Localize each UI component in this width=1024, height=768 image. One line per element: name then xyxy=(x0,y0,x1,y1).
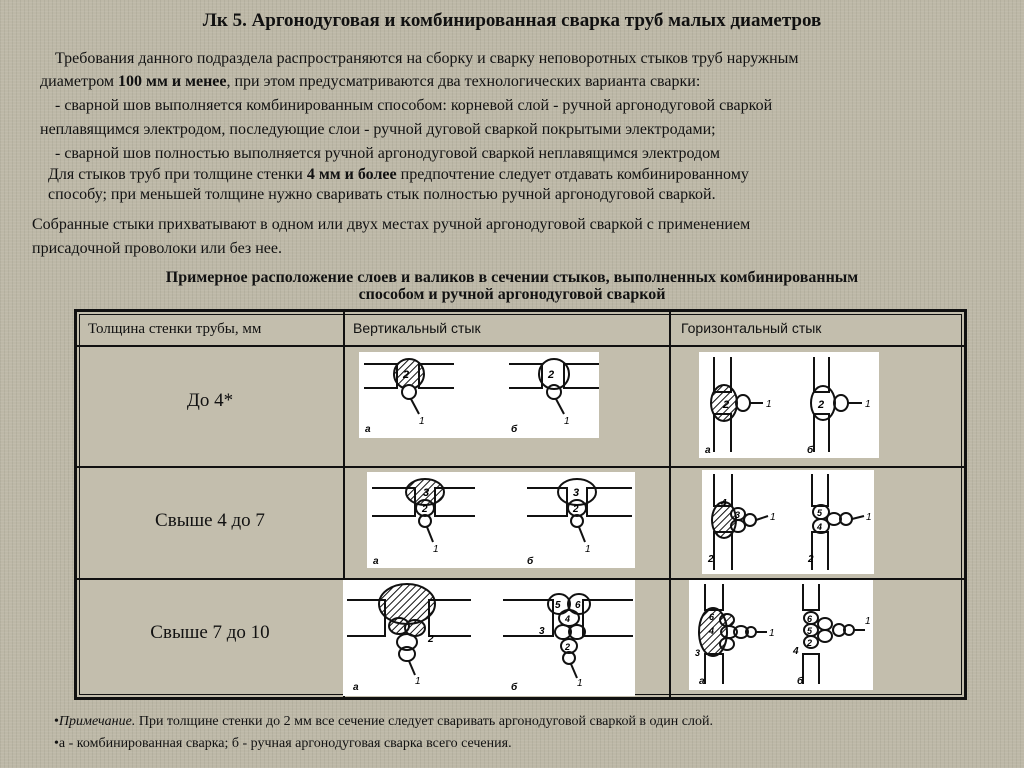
row-3-thickness: Свыше 7 до 10 xyxy=(150,622,270,643)
label-b: б xyxy=(527,556,534,567)
label-b: б xyxy=(511,682,518,693)
intro-line-6-bold: 4 мм и более xyxy=(306,166,397,183)
column-divider-2 xyxy=(669,312,671,697)
joint-a xyxy=(712,474,768,570)
label-2: 2 xyxy=(807,638,813,648)
label-1: 1 xyxy=(766,399,772,410)
label-a: а xyxy=(705,445,711,456)
label-1: 1 xyxy=(865,399,871,410)
figure-row3-horizontal xyxy=(689,580,873,690)
intro-line-5: - сварной шов полностью выполняется ручной аргонодуговой сваркой неплавящимся электродом xyxy=(55,145,720,162)
row-divider-1 xyxy=(77,466,964,468)
joint-b xyxy=(503,594,633,678)
label-5: 5 xyxy=(555,600,561,611)
header-horizontal-joint: Горизонтальный стык xyxy=(681,320,822,336)
label-b: б xyxy=(511,424,518,435)
intro-line-7: способу; при меньшей толщине нужно сваривать стык полностью ручной аргонодуговой сваркой. xyxy=(48,186,716,203)
label-1: 1 xyxy=(866,512,872,523)
label-2: 2 xyxy=(548,369,555,381)
label-4: 4 xyxy=(565,614,571,624)
label-1: 1 xyxy=(585,544,591,555)
label-5: 5 xyxy=(817,508,823,518)
label-3: 3 xyxy=(573,487,580,499)
caption-line-1: Примерное расположение слоев и валиков в сечении стыков, выполненных комбинированным xyxy=(165,269,859,286)
label-3: 3 xyxy=(695,648,701,658)
intro-line-4: неплавящимся электродом, последующие слои - ручной дуговой сваркой покрытыми электродами; xyxy=(40,121,716,138)
figure-row2-vertical xyxy=(367,472,635,568)
joint-a xyxy=(347,584,471,675)
label-a: а xyxy=(365,424,371,435)
label-a: а xyxy=(699,676,705,687)
label-a: а xyxy=(353,682,359,693)
joint-a xyxy=(711,357,763,452)
weld-layers-table xyxy=(74,309,967,700)
label-1: 1 xyxy=(415,676,421,687)
intro-line-2 xyxy=(40,72,700,92)
intro-line-6-start: Для стыков труб при толщине стенки xyxy=(48,166,307,183)
label-2: 2 xyxy=(708,554,714,565)
caption-line-2: способом и ручной аргонодуговой сваркой xyxy=(358,286,666,303)
label-2: 2 xyxy=(818,399,825,411)
header-thickness: Толщина стенки трубы, мм xyxy=(88,321,262,337)
row-1-thickness: До 4* xyxy=(186,390,234,411)
label-b: б xyxy=(807,445,814,456)
intro-line-6 xyxy=(48,165,749,185)
joint-a xyxy=(364,359,454,414)
footnote-bullet: • xyxy=(54,714,59,729)
intro-line-1: Требования данного подраздела распространяются на сборку и сварку неповоротных стыков труб наружным xyxy=(55,50,799,67)
figure-row1-horizontal xyxy=(699,352,879,458)
joint-b xyxy=(527,479,632,542)
label-2: 2 xyxy=(723,399,730,411)
label-2: 2 xyxy=(573,504,579,515)
joint-b xyxy=(803,584,865,684)
intro-line-2-bold: 100 мм и менее xyxy=(118,73,227,90)
label-2: 2 xyxy=(422,504,428,515)
footnote-label: Примечание. xyxy=(58,714,136,729)
label-2: 2 xyxy=(428,634,434,645)
label-6: 6 xyxy=(575,600,581,611)
label-a: а xyxy=(373,556,379,567)
label-3: 3 xyxy=(423,487,430,499)
page-title: Лк 5. Аргонодуговая и комбинированная сварка труб малых диаметров xyxy=(202,10,822,31)
label-1: 1 xyxy=(564,416,570,427)
intro-line-6-end: предпочтение следует отдавать комбинированному xyxy=(396,166,749,183)
joint-b xyxy=(509,359,599,414)
label-3: 3 xyxy=(539,626,545,637)
label-2: 2 xyxy=(565,642,571,652)
row-2-thickness: Свыше 4 до 7 xyxy=(155,510,265,531)
label-1: 1 xyxy=(770,512,776,523)
assembly-line-1: Собранные стыки прихватывают в одном или двух местах ручной аргонодуговой сваркой с применением xyxy=(32,216,751,233)
label-1: 1 xyxy=(865,616,871,627)
label-b: б xyxy=(797,676,804,687)
intro-line-2-end: , при этом предусматриваются два технологических варианта сварки: xyxy=(226,73,701,90)
label-4: 4 xyxy=(721,498,727,509)
label-5: 5 xyxy=(807,626,813,636)
table-caption xyxy=(40,269,984,303)
label-1: 1 xyxy=(419,416,425,427)
label-6: 6 xyxy=(807,614,813,624)
assembly-line-2: присадочной проволоки или без нее. xyxy=(32,240,282,257)
header-vertical-joint: Вертикальный стык xyxy=(353,320,481,336)
label-1: 1 xyxy=(769,628,775,639)
label-4: 4 xyxy=(793,646,799,657)
figure-row1-vertical xyxy=(359,352,599,438)
intro-line-2-start: диаметром xyxy=(40,73,119,90)
label-6: 6 xyxy=(709,612,715,622)
figure-row2-horizontal xyxy=(702,470,874,574)
intro-line-3: - сварной шов выполняется комбинированным способом: корневой слой - ручной аргонодуговой сваркой xyxy=(55,97,773,114)
label-1: 1 xyxy=(577,678,583,689)
footnote xyxy=(54,714,713,730)
figure-legend: •а - комбинированная сварка; б - ручная аргонодуговая сварка всего сечения. xyxy=(54,736,512,751)
label-4: 4 xyxy=(709,626,715,636)
label-1: 1 xyxy=(433,544,439,555)
label-2: 2 xyxy=(808,554,814,565)
label-3: 3 xyxy=(735,510,741,520)
row-divider-header xyxy=(77,345,964,347)
footnote-text: При толщине стенки до 2 мм все сечение следует сваривать аргонодуговой сваркой в один слой. xyxy=(135,714,713,729)
figure-row3-vertical xyxy=(343,580,635,696)
label-4: 4 xyxy=(817,522,823,532)
label-2: 2 xyxy=(403,369,410,381)
